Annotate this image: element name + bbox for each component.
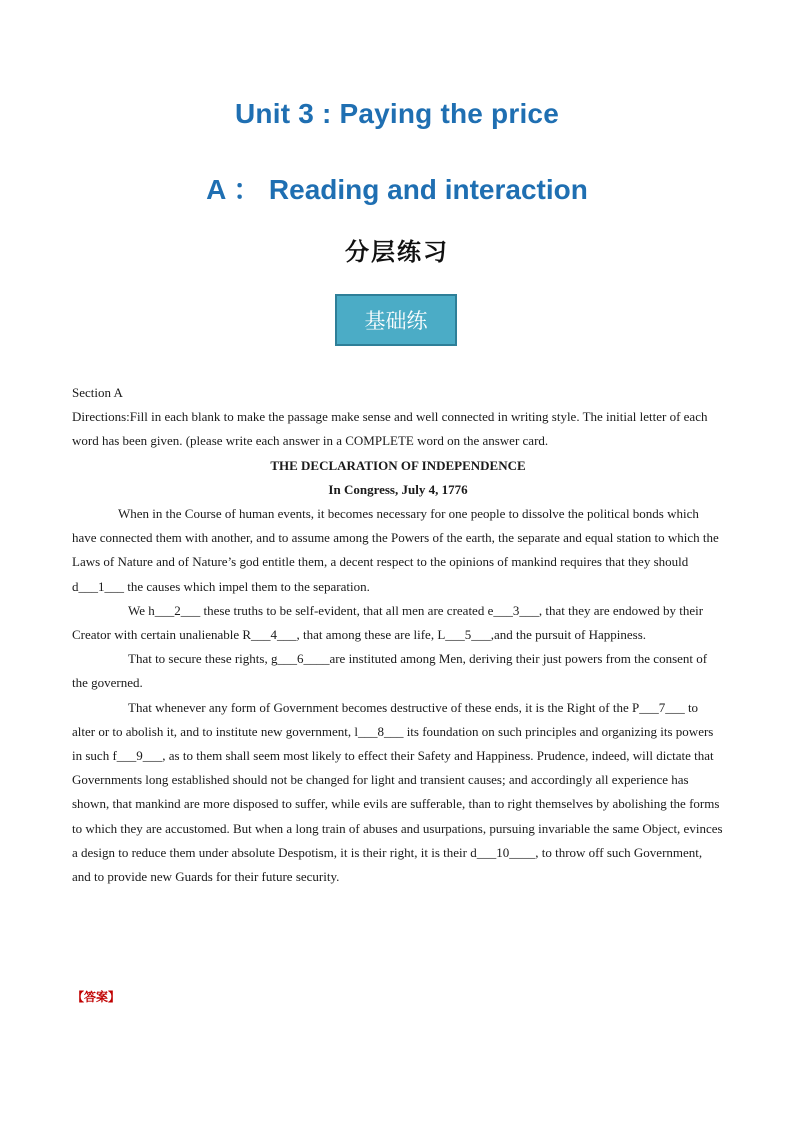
directions-text: Directions:Fill in each blank to make the passage make sense and well connected in writing style. The initial letter of each word has been given. (please write each answer in a COMPLETE word on the answer card. bbox=[72, 409, 708, 449]
lesson-subtitle: A ： Reading and interaction bbox=[206, 174, 588, 205]
chinese-title: 分层练习 bbox=[345, 238, 449, 266]
unit-title: Unit 3 : Paying the price bbox=[235, 98, 559, 129]
level-badge: 基础练 bbox=[335, 294, 457, 346]
passage-subtitle: In Congress, July 4, 1776 bbox=[328, 481, 468, 497]
document-body bbox=[72, 381, 724, 889]
passage-paragraph: That whenever any form of Government becomes destructive of these ends, it is the Right of the P___7___ to alter or to abolish it, and to institute new government, l___8___ its foundation on such principles and organizing its powers in such f___9___, as to them shall seem most likely to effect their Safety and Happiness. Prudence, indeed, will dictate that Governments long established should not be changed for light and transient causes; and accordingly all experience has shown, that mankind are more disposed to suffer, while evils are sufferable, than to right themselves by abolishing the forms to which they are accustomed. But when a long train of abuses and usurpations, pursuing invariable the same Object, evinces a design to reduce them under absolute Despotism, it is their right, it is their d___10____, to throw off such Government, and to provide new Guards for their future security. bbox=[72, 699, 723, 885]
answer-label: 【答案】 bbox=[72, 990, 121, 1004]
section-label: Section A bbox=[72, 385, 123, 400]
passage-paragraph: That to secure these rights, g___6____are instituted among Men, deriving their just powers from the consent of the governed. bbox=[72, 651, 708, 691]
passage-paragraph: We h___2___ these truths to be self-evident, that all men are created e___3___, that they are endowed by their Creator with certain unalienable R___4___, that among these are life, L___5___,and the pursuit of Happiness. bbox=[72, 602, 704, 643]
passage-paragraph: When in the Course of human events, it becomes necessary for one people to dissolve the political bonds which have connected them with another, and to assume among the Powers of the earth, the separate and equal station to which the Laws of Nature and of Nature’s god entitle them, a decent respect to the opinions of mankind requires that they should d___1___ the causes which impel them to the separation. bbox=[72, 506, 719, 594]
passage-title: THE DECLARATION OF INDEPENDENCE bbox=[270, 457, 526, 473]
